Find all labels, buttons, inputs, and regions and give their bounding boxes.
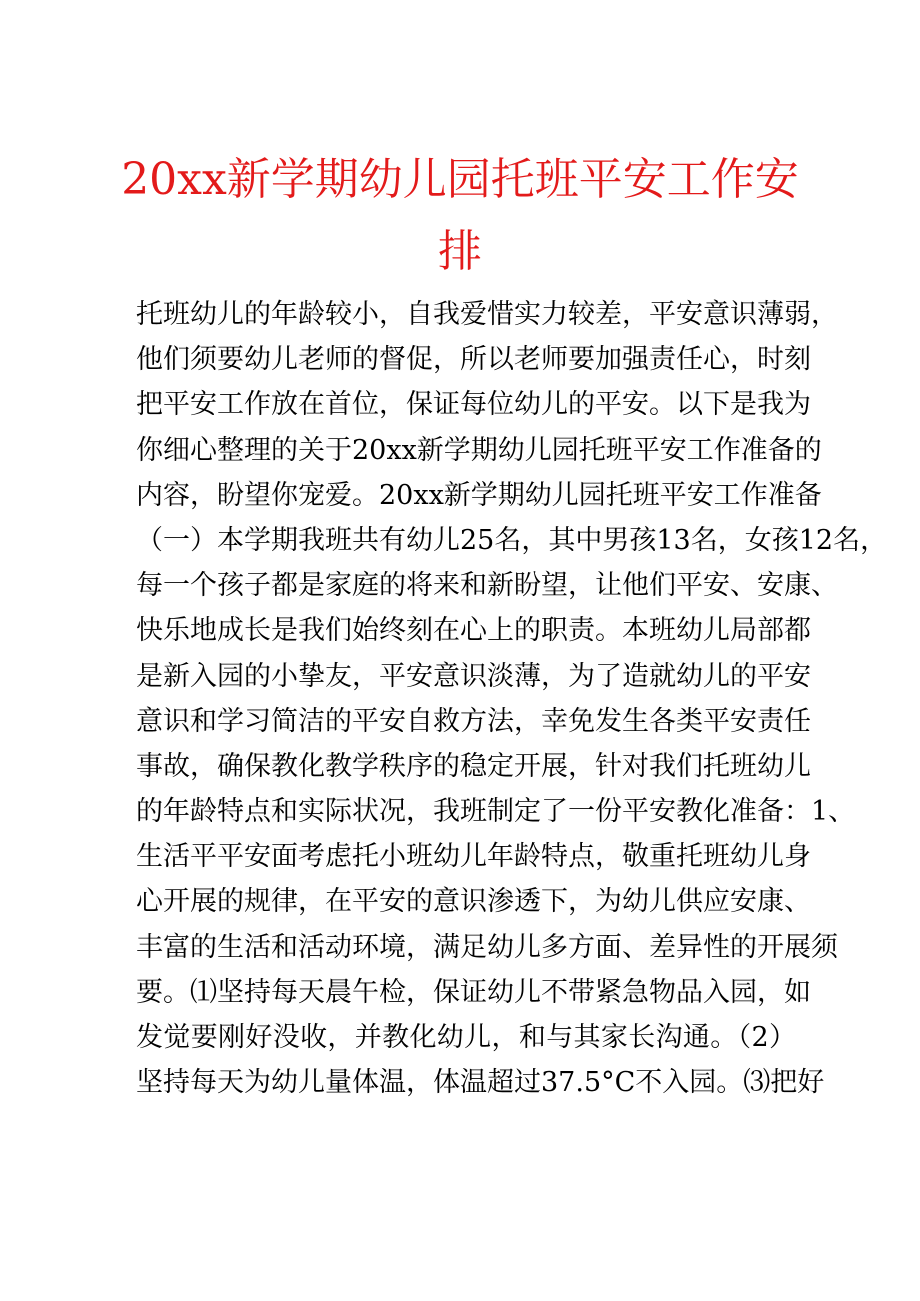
- body-line: 意识和学习简洁的平安自救方法，幸免发生各类平安责任: [136, 705, 811, 737]
- body-line: 丰富的生活和活动环境，满足幼儿多方面、差异性的开展须: [136, 931, 838, 963]
- body-line: 事故，确保教化教学秩序的稳定开展，针对我们托班幼儿: [136, 750, 811, 782]
- body-line: 是新入园的小挚友，平安意识淡薄，为了造就幼儿的平安: [136, 660, 811, 692]
- body-line: 内容，盼望你宠爱。20xx新学期幼儿园托班平安工作准备: [136, 479, 822, 511]
- body-line: 的年龄特点和实际状况，我班制定了一份平安教化准备：1、: [136, 796, 856, 828]
- body-line: 托班幼儿的年龄较小，自我爱惜实力较差，平安意识薄弱，: [136, 299, 838, 330]
- body-line: 要。⑴坚持每天晨午检，保证幼儿不带紧急物品入园，如: [136, 976, 811, 1008]
- document-title-line-1: 20xx新学期幼儿园托班平安工作安: [121, 154, 799, 205]
- body-line: 坚持每天为幼儿量体温，体温超过37.5°C不入园。⑶把好: [136, 1067, 825, 1099]
- body-line: 发觉要刚好没收，并教化幼儿，和与其家长沟通。（2）: [136, 1022, 796, 1053]
- body-line: 生活平平安面考虑托小班幼儿年龄特点，敬重托班幼儿身: [136, 841, 811, 873]
- body-line: 你细心整理的关于20xx新学期幼儿园托班平安工作准备的: [136, 434, 822, 466]
- body-line: 他们须要幼儿老师的督促，所以老师要加强责任心，时刻: [136, 344, 811, 376]
- document-body: [136, 292, 888, 1105]
- body-line: 把平安工作放在首位，保证每位幼儿的平安。以下是我为: [136, 389, 811, 421]
- document-title-line-2: 排: [438, 226, 482, 277]
- body-line: 心开展的规律，在平安的意识渗透下，为幼儿供应安康、: [136, 886, 811, 918]
- body-line: 每一个孩子都是家庭的将来和新盼望，让他们平安、安康、: [136, 570, 838, 602]
- body-line: （一）本学期我班共有幼儿25名，其中男孩13名，女孩12名，: [136, 524, 888, 556]
- body-line: 快乐地成长是我们始终刻在心上的职责。本班幼儿局部都: [136, 615, 811, 647]
